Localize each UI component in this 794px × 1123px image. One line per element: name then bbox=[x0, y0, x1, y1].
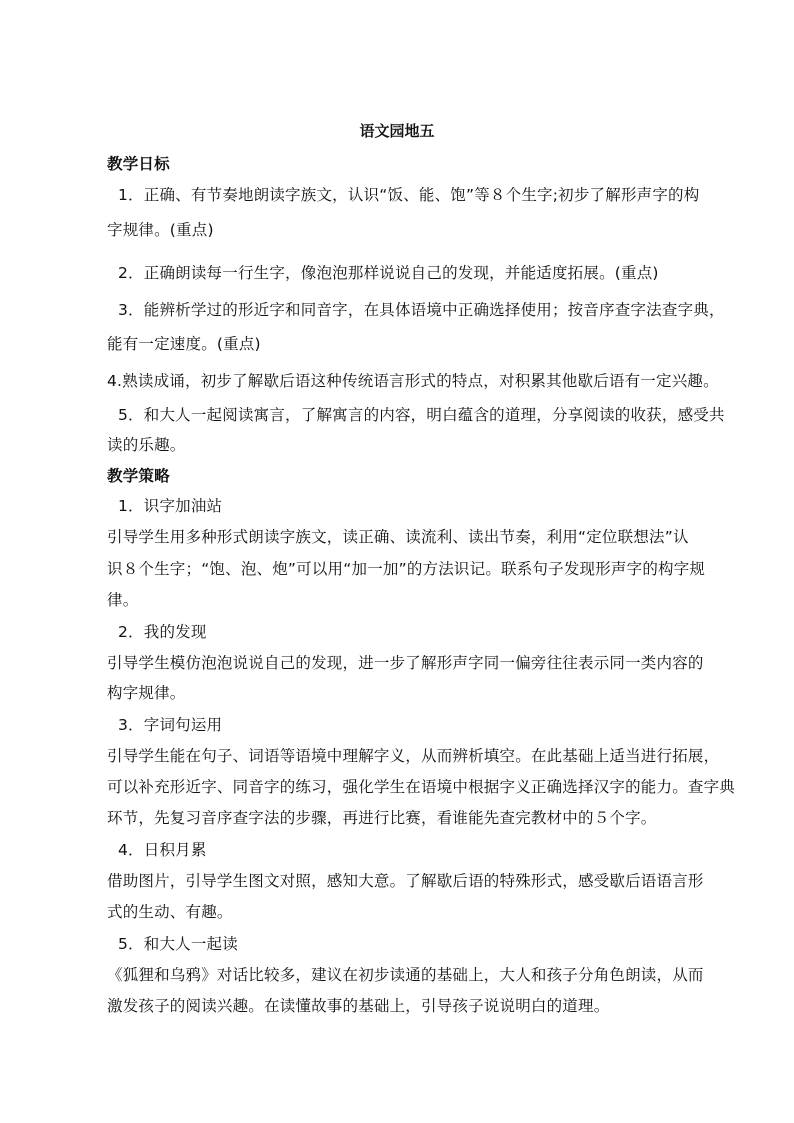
strategy-5-line-1: 《狐狸和乌鸦》对话比较多，建议在初步读通的基础上，大人和孩子分角色朗读，从而 bbox=[107, 966, 704, 984]
strategy-2-line-1: 引导学生模仿泡泡说说自己的发现，进一步了解形声字同一偏旁往往表示同一类内容的 bbox=[107, 654, 704, 672]
document-title: 语文园地五 bbox=[359, 122, 435, 140]
objective-5-line-2: 读的乐趣。 bbox=[107, 436, 186, 454]
strategy-1-line-1: 引导学生用多种形式朗读字族文，读正确、读流利、读出节奏，利用“定位联想法”认 bbox=[107, 528, 689, 546]
strategy-3-line-1: 引导学生能在句子、词语等语境中理解字义，从而辨析填空。在此基础上适当进行拓展， bbox=[107, 747, 720, 765]
objective-3-line-1: 3．能辨析学过的形近字和同音字，在具体语境中正确选择使用；按音序查字法查字典， bbox=[118, 301, 725, 319]
strategy-4-line-2: 式的生动、有趣。 bbox=[107, 903, 233, 921]
strategy-2-line-2: 构字规律。 bbox=[107, 684, 186, 702]
strategy-1-line-3: 律。 bbox=[107, 591, 139, 609]
strategy-1-line-2: 识８个生字；“饱、泡、炮”可以用“加一加”的方法识记。联系句子发现形声字的构字规 bbox=[107, 560, 706, 578]
section-heading-strategies: 教学策略 bbox=[107, 467, 170, 485]
strategy-3-heading: 3．字词句运用 bbox=[118, 716, 223, 734]
objective-3-line-2: 能有一定速度。(重点) bbox=[107, 335, 261, 353]
strategy-3-line-2: 可以补充形近字、同音字的练习，强化学生在语境中根据字义正确选择汉字的能力。查字典 bbox=[107, 778, 736, 796]
objective-1-line-1: 1．正确、有节奏地朗读字族文，认识“饭、能、饱”等８个生字;初步了解形声字的构 bbox=[118, 186, 700, 204]
strategy-4-heading: 4．日积月累 bbox=[118, 841, 207, 859]
objective-2: 2．正确朗读每一行生字，像泡泡那样说说自己的发现，并能适度拓展。(重点) bbox=[118, 264, 659, 282]
objective-4: 4.熟读成诵，初步了解歇后语这种传统语言形式的特点，对积累其他歇后语有一定兴趣。 bbox=[107, 372, 719, 390]
strategy-5-line-2: 激发孩子的阅读兴趣。在读懂故事的基础上，引导孩子说说明白的道理。 bbox=[107, 997, 610, 1015]
strategy-4-line-1: 借助图片，引导学生图文对照，感知大意。了解歇后语的特殊形式，感受歇后语语言形 bbox=[107, 872, 704, 890]
objective-1-line-2: 字规律。(重点) bbox=[107, 221, 214, 239]
strategy-1-heading: 1．识字加油站 bbox=[118, 497, 223, 515]
strategy-5-heading: 5．和大人一起读 bbox=[118, 935, 238, 953]
section-heading-objectives: 教学日标 bbox=[107, 155, 170, 173]
strategy-2-heading: 2．我的发现 bbox=[118, 623, 207, 641]
strategy-3-line-3: 环节，先复习音序查字法的步骤，再进行比赛，看谁能先查完教材中的５个字。 bbox=[107, 809, 657, 827]
objective-5-line-1: 5．和大人一起阅读寓言，了解寓言的内容，明白蕴含的道理，分享阅读的收获，感受共 bbox=[118, 406, 725, 424]
